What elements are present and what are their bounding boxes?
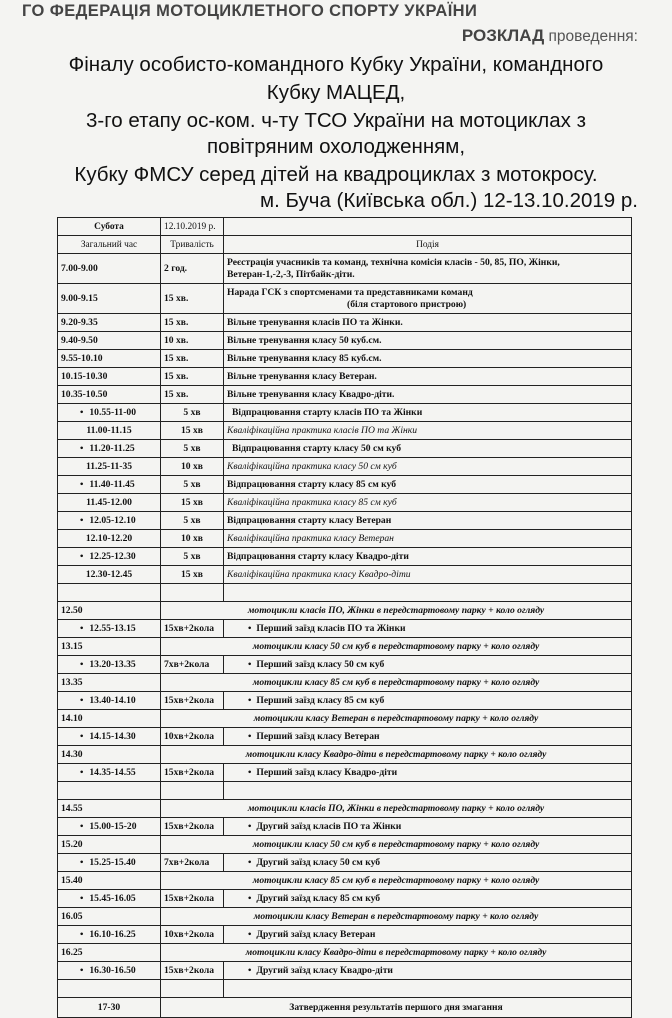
- time-cell: 12.30-12.45: [58, 566, 161, 584]
- time-cell: • 16.30-16.50: [58, 962, 161, 980]
- spacer-cell: [58, 782, 161, 800]
- time-cell: • 12.05-12.10: [58, 512, 161, 530]
- time-cell: • 13.40-14.10: [58, 692, 161, 710]
- time-cell: 14.30: [58, 746, 161, 764]
- duration-cell: 5 хв: [161, 404, 224, 422]
- spacer-cell: [161, 980, 224, 998]
- time-cell: • 15.00-15-20: [58, 818, 161, 836]
- time-cell: 14.55: [58, 800, 161, 818]
- headline-line-1: Фіналу особисто-командного Кубку України, командного: [68, 53, 604, 76]
- table-row: [58, 746, 632, 764]
- table-row: [58, 854, 632, 872]
- event-cell: Затвердження результатів першого дня змагання: [161, 998, 632, 1018]
- duration-cell: 15хв+2кола: [161, 962, 224, 980]
- table-row: [58, 962, 632, 980]
- duration-cell: 15 хв: [161, 494, 224, 512]
- event-cell: Вільне тренування класу Ветеран.: [224, 368, 632, 386]
- time-cell: 12.10-12.20: [58, 530, 161, 548]
- table-row: [58, 440, 632, 458]
- event-cell: Вільне тренування класу 50 куб.см.: [224, 332, 632, 350]
- table-row: [58, 548, 632, 566]
- time-cell: 9.20-9.35: [58, 314, 161, 332]
- time-cell: 13.35: [58, 674, 161, 692]
- spacer-cell: [224, 980, 632, 998]
- column-header-event: Подія: [224, 236, 632, 254]
- table-row: [58, 350, 632, 368]
- duration-cell: 15хв+2кола: [161, 620, 224, 638]
- schedule-word: РОЗКЛАД: [461, 26, 545, 45]
- event-cell: • Перший заїзд класу 50 см куб: [224, 656, 632, 674]
- spacer-cell: [58, 980, 161, 998]
- schedule-table: [57, 217, 632, 1018]
- event-cell: Кваліфікаційна практика класу 50 см куб: [224, 458, 632, 476]
- duration-cell: 15 хв: [161, 422, 224, 440]
- duration-cell: 15 хв.: [161, 314, 224, 332]
- duration-cell: 15 хв.: [161, 386, 224, 404]
- table-row: [58, 284, 632, 314]
- event-cell: • Другий заїзд класу Ветеран: [224, 926, 632, 944]
- event-cell: Відпрацювання старту класу Ветеран: [224, 512, 632, 530]
- duration-cell: 7хв+2кола: [161, 854, 224, 872]
- table-row: [58, 566, 632, 584]
- event-cell: Відпрацювання старту класу 85 см куб: [224, 476, 632, 494]
- event-cell: • Перший заїзд класу Квадро-діти: [224, 764, 632, 782]
- empty-cell: [224, 218, 632, 236]
- table-row: [58, 728, 632, 746]
- event-cell: • Перший заїзд класу 85 см куб: [224, 692, 632, 710]
- table-row: [58, 764, 632, 782]
- event-line: Нарада ГСК з спортсменами та представниками команд: [227, 286, 473, 298]
- table-row: [58, 530, 632, 548]
- table-row: [58, 314, 632, 332]
- table-row: [58, 908, 632, 926]
- event-cell: • Перший заїзд класів ПО та Жінки: [224, 620, 632, 638]
- event-cell: мотоцикли класу Ветеран в передстартовому парку + коло огляду: [161, 710, 632, 728]
- event-cell: Кваліфікаційна практика класу Квадро-діти: [224, 566, 632, 584]
- header-row: [58, 236, 632, 254]
- table-row: [58, 710, 632, 728]
- table-row: [58, 332, 632, 350]
- duration-cell: 2 год.: [161, 254, 224, 284]
- duration-cell: 15хв+2кола: [161, 764, 224, 782]
- table-row: [58, 422, 632, 440]
- time-cell: • 12.25-12.30: [58, 548, 161, 566]
- time-cell: 17-30: [58, 998, 161, 1018]
- schedule-label: [462, 26, 638, 46]
- column-header-time: Загальний час: [58, 236, 161, 254]
- event-line: Ветеран-1,-2,-3, Пітбайк-діти.: [227, 268, 355, 280]
- event-cell: мотоцикли класу 50 см куб в передстартовому парку + коло огляду: [161, 638, 632, 656]
- duration-cell: 10хв+2кола: [161, 926, 224, 944]
- event-cell: мотоцикли класу Квадро-діти в передстартовому парку + коло огляду: [161, 746, 632, 764]
- duration-cell: 5 хв: [161, 512, 224, 530]
- time-cell: • 15.25-15.40: [58, 854, 161, 872]
- duration-cell: 5 хв: [161, 548, 224, 566]
- duration-cell: 10хв+2кола: [161, 728, 224, 746]
- duration-cell: 15хв+2кола: [161, 890, 224, 908]
- event-cell: Кваліфікаційна практика класу Ветеран: [224, 530, 632, 548]
- organization-title: ГО ФЕДЕРАЦІЯ МОТОЦИКЛЕТНОГО СПОРТУ УКРАЇНИ: [22, 2, 478, 20]
- event-cell: Кваліфікаційна практика класів ПО та Жінки: [224, 422, 632, 440]
- time-cell: 9.40-9.50: [58, 332, 161, 350]
- table-row: [58, 638, 632, 656]
- table-row: [58, 404, 632, 422]
- headline-line-4: повітряним охолодженням,: [206, 135, 466, 158]
- venue-and-dates: м. Буча (Київська обл.) 12-13.10.2019 р.: [260, 189, 638, 212]
- time-cell: • 11.40-11.45: [58, 476, 161, 494]
- time-cell: 11.45-12.00: [58, 494, 161, 512]
- spacer-cell: [224, 782, 632, 800]
- table-row: [58, 818, 632, 836]
- table-row: [58, 368, 632, 386]
- event-cell: мотоцикли класу 85 см куб в передстартовому парку + коло огляду: [161, 872, 632, 890]
- table-row: [58, 458, 632, 476]
- event-cell: • Перший заїзд класу Ветеран: [224, 728, 632, 746]
- duration-cell: 15 хв: [161, 566, 224, 584]
- spacer-cell: [224, 584, 632, 602]
- duration-cell: 15 хв.: [161, 350, 224, 368]
- event-cell: • Другий заїзд класу 85 см куб: [224, 890, 632, 908]
- event-cell: Кваліфікаційна практика класу 85 см куб: [224, 494, 632, 512]
- column-header-duration: Тривалість: [161, 236, 224, 254]
- table-row: [58, 944, 632, 962]
- time-cell: 10.35-10.50: [58, 386, 161, 404]
- table-row: [58, 254, 632, 284]
- time-cell: 15.40: [58, 872, 161, 890]
- event-cell: [224, 284, 632, 314]
- duration-cell: 15 хв.: [161, 368, 224, 386]
- time-cell: • 16.10-16.25: [58, 926, 161, 944]
- time-cell: • 12.55-13.15: [58, 620, 161, 638]
- time-cell: 7.00-9.00: [58, 254, 161, 284]
- time-cell: 10.15-10.30: [58, 368, 161, 386]
- event-cell: мотоцикли класу 85 см куб в передстартовому парку + коло огляду: [161, 674, 632, 692]
- duration-cell: 10 хв: [161, 530, 224, 548]
- event-cell: мотоцикли класів ПО, Жінки в передстартовому парку + коло огляду: [161, 602, 632, 620]
- time-cell: • 15.45-16.05: [58, 890, 161, 908]
- spacer-cell: [58, 584, 161, 602]
- headline-line-3: 3-го етапу ос-ком. ч-ту ТСО України на мотоциклах з: [86, 109, 586, 132]
- event-cell: Відпрацювання старту класу 50 см куб: [224, 440, 632, 458]
- duration-cell: 10 хв: [161, 458, 224, 476]
- table-row: [58, 890, 632, 908]
- duration-cell: 15хв+2кола: [161, 692, 224, 710]
- event-cell: • Другий заїзд класів ПО та Жінки: [224, 818, 632, 836]
- table-row: [58, 872, 632, 890]
- event-cell: Вільне тренування класу Квадро-діти.: [224, 386, 632, 404]
- day-row: [58, 218, 632, 236]
- time-cell: • 10.55-11-00: [58, 404, 161, 422]
- event-line: Реєстрація учасників та команд, технічна комісія класів - 50, 85, ПО, Жінки,: [227, 256, 560, 268]
- event-cell: мотоцикли класу Ветеран в передстартовому парку + коло огляду: [161, 908, 632, 926]
- time-cell: • 14.15-14.30: [58, 728, 161, 746]
- time-cell: 15.20: [58, 836, 161, 854]
- duration-cell: 15 хв.: [161, 284, 224, 314]
- spacer-cell: [161, 782, 224, 800]
- duration-cell: 7хв+2кола: [161, 656, 224, 674]
- event-cell: • Другий заїзд класу 50 см куб: [224, 854, 632, 872]
- table-row: [58, 602, 632, 620]
- time-cell: 9.55-10.10: [58, 350, 161, 368]
- table-row: [58, 692, 632, 710]
- event-cell: мотоцикли класу Квадро-діти в передстартовому парку + коло огляду: [161, 944, 632, 962]
- date-cell: 12.10.2019 р.: [161, 218, 224, 236]
- headline-line-2: Кубку МАЦЕД,: [266, 81, 406, 104]
- schedule-rest: проведення:: [548, 28, 638, 45]
- table-row: [58, 998, 632, 1018]
- time-cell: 12.50: [58, 602, 161, 620]
- time-cell: • 13.20-13.35: [58, 656, 161, 674]
- event-cell: Вільне тренування класу 85 куб.см.: [224, 350, 632, 368]
- time-cell: 9.00-9.15: [58, 284, 161, 314]
- event-cell: Вільне тренування класів ПО та Жінки.: [224, 314, 632, 332]
- time-cell: 14.10: [58, 710, 161, 728]
- table-row: [58, 386, 632, 404]
- table-row: [58, 512, 632, 530]
- time-cell: 13.15: [58, 638, 161, 656]
- time-cell: • 11.20-11.25: [58, 440, 161, 458]
- duration-cell: 5 хв: [161, 476, 224, 494]
- spacer-cell: [161, 584, 224, 602]
- table-row: [58, 620, 632, 638]
- duration-cell: 15хв+2кола: [161, 818, 224, 836]
- duration-cell: 10 хв.: [161, 332, 224, 350]
- table-row: [58, 656, 632, 674]
- spacer-row: [58, 584, 632, 602]
- event-line: (біля стартового пристрою): [347, 298, 467, 310]
- table-row: [58, 800, 632, 818]
- event-cell: мотоцикли класу 50 см куб в передстартовому парку + коло огляду: [161, 836, 632, 854]
- event-cell: Відпрацювання старту класу Квадро-діти: [224, 548, 632, 566]
- time-cell: • 14.35-14.55: [58, 764, 161, 782]
- day-cell: Субота: [58, 218, 161, 236]
- spacer-row: [58, 980, 632, 998]
- table-row: [58, 494, 632, 512]
- duration-cell: 5 хв: [161, 440, 224, 458]
- event-cell: [224, 254, 632, 284]
- event-cell: Відпрацювання старту класів ПО та Жінки: [224, 404, 632, 422]
- headline-line-5: Кубку ФМСУ серед дітей на квадроциклах з мотокросу.: [74, 163, 598, 186]
- spacer-row: [58, 782, 632, 800]
- event-cell: • Другий заїзд класу Квадро-діти: [224, 962, 632, 980]
- table-row: [58, 926, 632, 944]
- time-cell: 11.00-11.15: [58, 422, 161, 440]
- event-cell: мотоцикли класів ПО, Жінки в передстартовому парку + коло огляду: [161, 800, 632, 818]
- table-row: [58, 836, 632, 854]
- time-cell: 16.05: [58, 908, 161, 926]
- time-cell: 16.25: [58, 944, 161, 962]
- table-row: [58, 476, 632, 494]
- table-row: [58, 674, 632, 692]
- time-cell: 11.25-11-35: [58, 458, 161, 476]
